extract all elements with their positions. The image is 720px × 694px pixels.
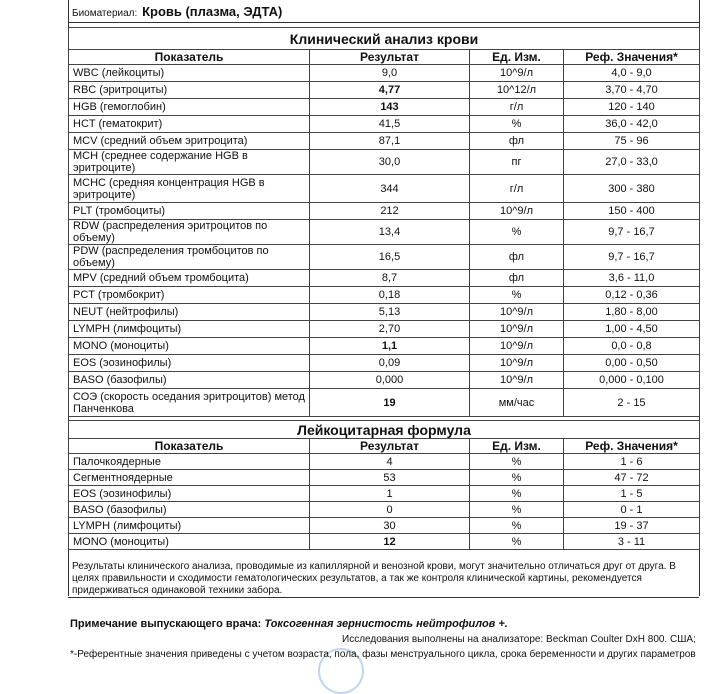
table-row: [69, 304, 700, 321]
row-ref: 0,000 - 0,100: [564, 372, 700, 389]
col-header-unit: Ед. Изм.: [470, 50, 564, 65]
row-unit: мм/час: [470, 389, 564, 417]
row-unit: %: [470, 486, 564, 502]
col-header-result: Результат: [310, 439, 470, 454]
row-ref: 0 - 1: [564, 502, 700, 518]
table-row: [69, 82, 700, 99]
row-result: 16,5: [310, 245, 470, 270]
row-name: BASO (базофилы): [69, 372, 310, 389]
table-row: [69, 355, 700, 372]
doctor-note: [70, 618, 508, 630]
col-header-name: Показатель: [69, 439, 310, 454]
row-name: PCT (тромбокрит): [69, 287, 310, 304]
row-unit: 10^9/л: [470, 203, 564, 220]
table-row: [69, 203, 700, 220]
analyzer-note: Исследования выполнены на анализаторе: Beckman Coulter DxH 800. США;: [342, 634, 696, 645]
table-row: [69, 502, 700, 518]
table-row: [69, 133, 700, 150]
row-result: 1,1: [310, 338, 470, 355]
row-ref: 1 - 6: [564, 454, 700, 470]
table-row: [69, 486, 700, 502]
table-row: [69, 454, 700, 470]
row-result: 5,13: [310, 304, 470, 321]
row-unit: %: [470, 454, 564, 470]
row-name: LYMPH (лимфоциты): [69, 518, 310, 534]
row-unit: фл: [470, 270, 564, 287]
row-unit: г/л: [470, 99, 564, 116]
footnote-line-2: целях правильности и сходимости гематологических результатов, а так же контроля клинической картины, рекомендуется: [72, 573, 642, 584]
row-ref: 120 - 140: [564, 99, 700, 116]
table-row: [69, 372, 700, 389]
cbc-table: [68, 27, 700, 417]
row-name: LYMPH (лимфоциты): [69, 321, 310, 338]
row-unit: пг: [470, 150, 564, 175]
row-unit: 10^9/л: [470, 372, 564, 389]
row-name: EOS (эозинофилы): [69, 486, 310, 502]
table-row: [69, 116, 700, 133]
row-name: PDW (распределения тромбоцитов по объему): [69, 245, 310, 270]
row-ref: 3,6 - 11,0: [564, 270, 700, 287]
table-row: [69, 518, 700, 534]
table-row: [69, 389, 700, 417]
table-row: [69, 534, 700, 550]
row-result: 4: [310, 454, 470, 470]
row-name: MONO (моноциты): [69, 338, 310, 355]
row-ref: 300 - 380: [564, 175, 700, 203]
row-ref: 1,80 - 8,00: [564, 304, 700, 321]
row-name: BASO (базофилы): [69, 502, 310, 518]
table-row: [69, 287, 700, 304]
col-header-result: Результат: [310, 50, 470, 65]
row-unit: 10^9/л: [470, 304, 564, 321]
row-name: EOS (эозинофилы): [69, 355, 310, 372]
row-unit: 10^9/л: [470, 321, 564, 338]
row-ref: 75 - 96: [564, 133, 700, 150]
row-name: HGB (гемоглобин): [69, 99, 310, 116]
row-ref: 4,0 - 9,0: [564, 65, 700, 82]
row-name: MPV (средний объем тромбоцита): [69, 270, 310, 287]
row-result: 41,5: [310, 116, 470, 133]
row-result: 143: [310, 99, 470, 116]
leuko-table: [68, 420, 700, 550]
row-result: 30,0: [310, 150, 470, 175]
row-unit: %: [470, 116, 564, 133]
row-ref: 0,12 - 0,36: [564, 287, 700, 304]
row-unit: фл: [470, 245, 564, 270]
row-result: 13,4: [310, 220, 470, 245]
row-result: 212: [310, 203, 470, 220]
row-result: 0,09: [310, 355, 470, 372]
col-header-ref: Реф. Значения*: [564, 439, 700, 454]
footnote-line-3: придерживаться одинаковой техники забора.: [72, 585, 283, 596]
row-result: 4,77: [310, 82, 470, 99]
table-row: [69, 245, 700, 270]
row-unit: 10^9/л: [470, 65, 564, 82]
row-name: WBC (лейкоциты): [69, 65, 310, 82]
row-ref: 2 - 15: [564, 389, 700, 417]
doctor-note-label: Примечание выпускающего врача:: [70, 618, 262, 630]
row-name: RBC (эритроциты): [69, 82, 310, 99]
table-row: [69, 175, 700, 203]
row-unit: %: [470, 518, 564, 534]
table-row: [69, 65, 700, 82]
row-unit: %: [470, 502, 564, 518]
biomaterial-value: Кровь (плазма, ЭДТА): [142, 4, 283, 19]
row-result: 8,7: [310, 270, 470, 287]
footnote-line-1: Результаты клинического анализа, проводимые из капиллярной и венозной крови, могут значительно отличаться друг от друга. В: [72, 561, 676, 572]
row-unit: %: [470, 534, 564, 550]
row-unit: 10^12/л: [470, 82, 564, 99]
row-unit: 10^9/л: [470, 355, 564, 372]
col-header-name: Показатель: [69, 50, 310, 65]
row-name: Палочкоядерные: [69, 454, 310, 470]
row-name: MCH (среднее содержание HGB в эритроците): [69, 150, 310, 175]
divider: [68, 597, 699, 598]
row-name: MONO (моноциты): [69, 534, 310, 550]
table-row: [69, 470, 700, 486]
row-unit: г/л: [470, 175, 564, 203]
table-row: [69, 99, 700, 116]
row-ref: 9,7 - 16,7: [564, 245, 700, 270]
row-ref: 27,0 - 33,0: [564, 150, 700, 175]
row-unit: %: [470, 220, 564, 245]
row-name: NEUT (нейтрофилы): [69, 304, 310, 321]
divider: [68, 22, 699, 23]
row-name: СОЭ (скорость оседания эритроцитов) метод Панченкова: [69, 389, 310, 417]
cbc-title: Клинический анализ крови: [69, 28, 700, 50]
table-row: [69, 321, 700, 338]
row-result: 9,0: [310, 65, 470, 82]
row-ref: 9,7 - 16,7: [564, 220, 700, 245]
row-ref: 0,00 - 0,50: [564, 355, 700, 372]
leuko-title: Лейкоцитарная формула: [69, 421, 700, 439]
row-result: 12: [310, 534, 470, 550]
row-result: 344: [310, 175, 470, 203]
reference-note: *-Референтные значения приведены с учетом возраста, пола, фазы менструального цикла, срока беременности и других параметров: [70, 649, 696, 660]
doctor-note-text: Токсогенная зернистость нейтрофилов +.: [264, 618, 508, 630]
row-result: 2,70: [310, 321, 470, 338]
col-header-unit: Ед. Изм.: [470, 439, 564, 454]
row-ref: 0,0 - 0,8: [564, 338, 700, 355]
row-name: Сегментноядерные: [69, 470, 310, 486]
row-result: 19: [310, 389, 470, 417]
row-ref: 1,00 - 4,50: [564, 321, 700, 338]
biomaterial-line: [72, 4, 282, 19]
row-ref: 150 - 400: [564, 203, 700, 220]
row-result: 0,18: [310, 287, 470, 304]
row-ref: 3,70 - 4,70: [564, 82, 700, 99]
row-result: 53: [310, 470, 470, 486]
row-name: PLT (тромбоциты): [69, 203, 310, 220]
table-row: [69, 220, 700, 245]
row-name: RDW (распределения эритроцитов по объему): [69, 220, 310, 245]
row-name: MCV (средний объем эритроцита): [69, 133, 310, 150]
row-unit: %: [470, 287, 564, 304]
col-header-ref: Реф. Значения*: [564, 50, 700, 65]
row-ref: 19 - 37: [564, 518, 700, 534]
row-ref: 36,0 - 42,0: [564, 116, 700, 133]
table-row: [69, 338, 700, 355]
row-ref: 1 - 5: [564, 486, 700, 502]
table-row: [69, 270, 700, 287]
row-ref: 3 - 11: [564, 534, 700, 550]
row-result: 0: [310, 502, 470, 518]
row-name: MCHC (средняя концентрация HGB в эритроците): [69, 175, 310, 203]
row-ref: 47 - 72: [564, 470, 700, 486]
row-result: 30: [310, 518, 470, 534]
row-unit: %: [470, 470, 564, 486]
row-unit: фл: [470, 133, 564, 150]
table-row: [69, 150, 700, 175]
row-unit: 10^9/л: [470, 338, 564, 355]
biomaterial-label: Биоматериал:: [72, 8, 138, 19]
row-result: 1: [310, 486, 470, 502]
row-result: 87,1: [310, 133, 470, 150]
row-name: HCT (гематокрит): [69, 116, 310, 133]
row-result: 0,000: [310, 372, 470, 389]
